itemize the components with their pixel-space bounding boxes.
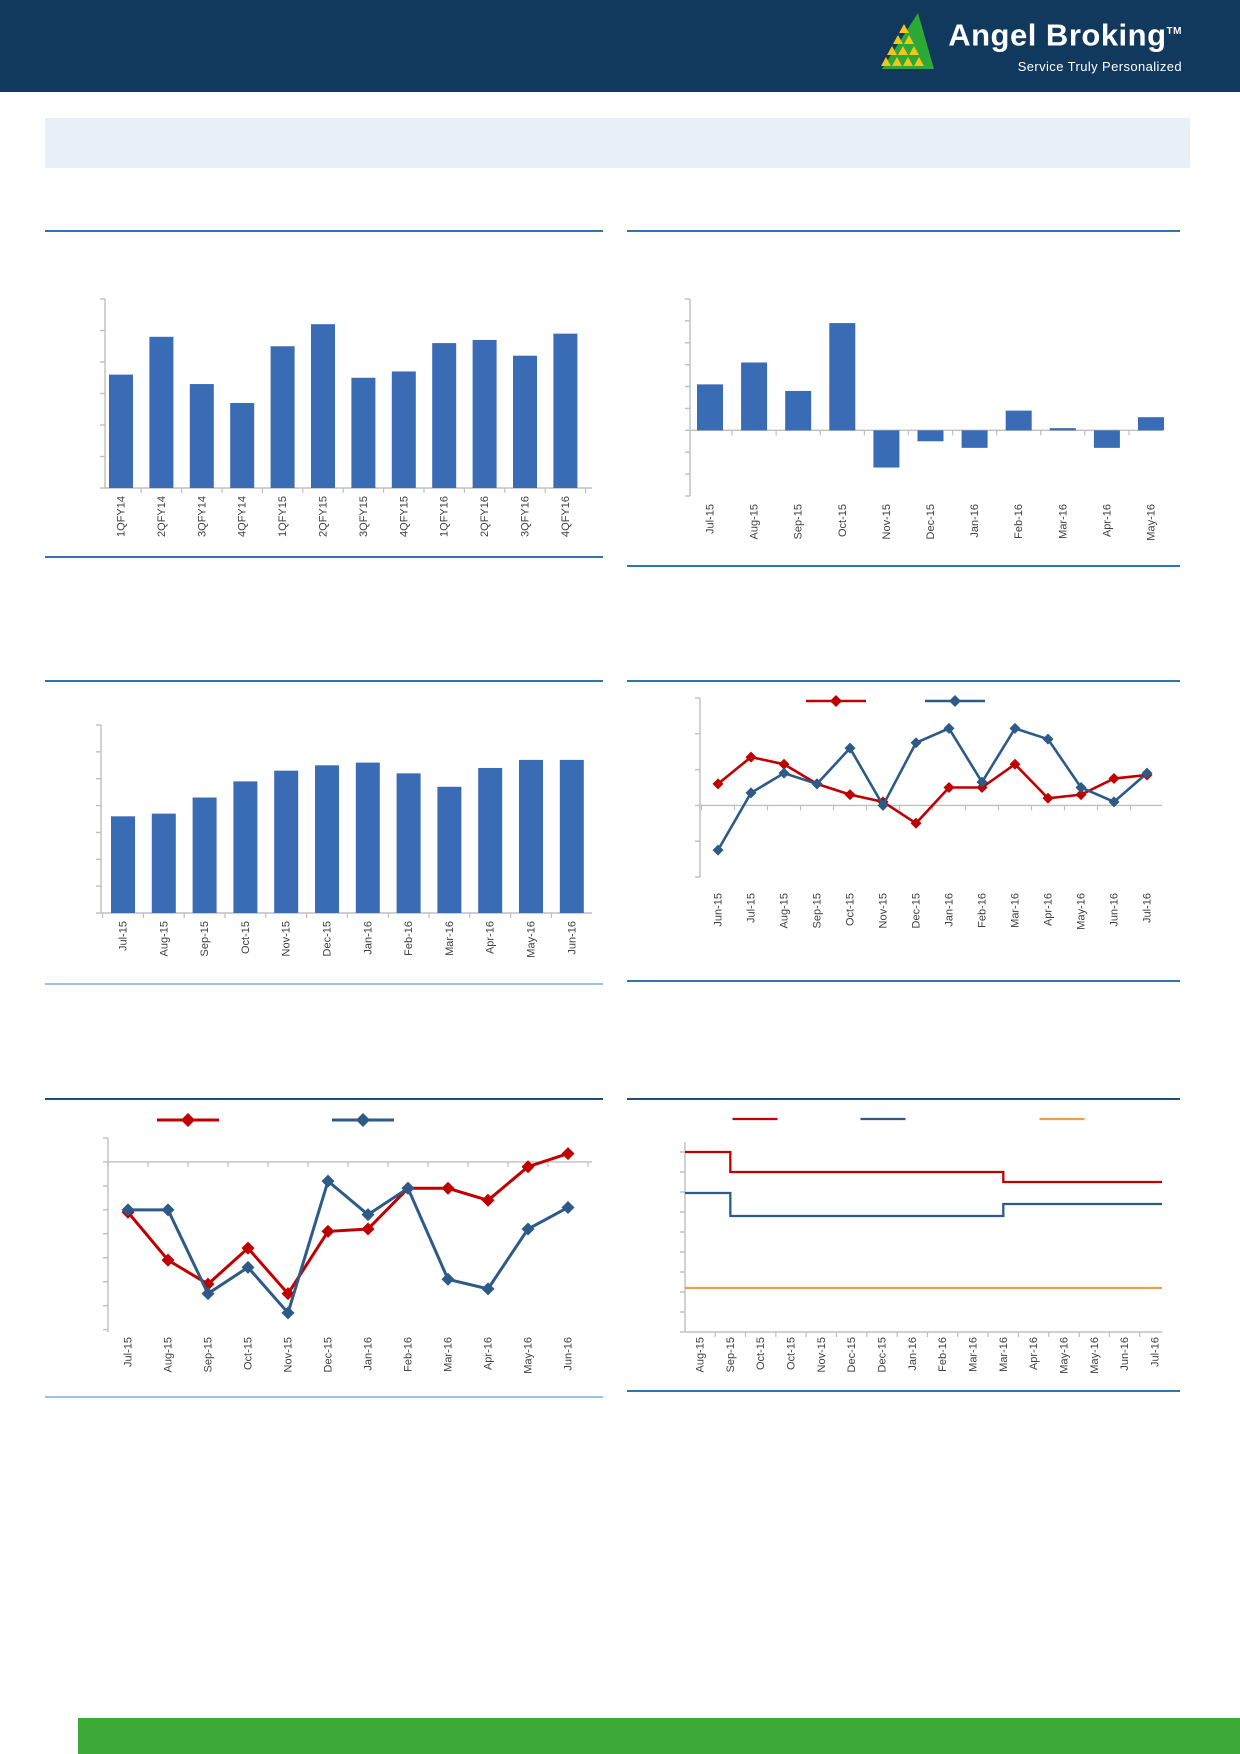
svg-text:Feb-16: Feb-16 [403,921,416,956]
angel-broking-logo [868,6,1182,90]
trademark: TM [1166,26,1182,37]
separator-top-right [627,230,1180,232]
svg-text:May-16: May-16 [1145,504,1158,541]
svg-text:1QFY14: 1QFY14 [115,496,128,537]
svg-text:Apr-16: Apr-16 [1028,1337,1041,1371]
svg-text:Jan-16: Jan-16 [362,921,375,955]
svg-text:Sep-15: Sep-15 [811,893,824,929]
svg-text:4QFY15: 4QFY15 [398,496,411,537]
svg-text:Oct-15: Oct-15 [785,1337,798,1371]
svg-text:3QFY16: 3QFY16 [519,496,532,537]
svg-text:Nov-15: Nov-15 [280,921,293,957]
chart-two-series-line-upper [627,690,1180,990]
separator-row2-top-left [45,680,603,682]
svg-text:Jul-16: Jul-16 [1141,893,1154,923]
svg-text:2QFY16: 2QFY16 [479,495,492,537]
svg-text:Aug-15: Aug-15 [748,504,761,540]
svg-text:Feb-16: Feb-16 [976,893,989,928]
svg-text:May-16: May-16 [1058,1337,1071,1374]
svg-text:Mar-16: Mar-16 [1009,893,1022,928]
svg-text:Feb-16: Feb-16 [1013,503,1026,539]
chart-monthly-posneg-bars [627,240,1180,575]
svg-text:Jan-16: Jan-16 [943,893,956,927]
svg-text:Oct-15: Oct-15 [836,504,849,538]
logo-triangle-icon [868,12,940,70]
separator-row2-top-right [627,680,1180,682]
svg-text:Oct-15: Oct-15 [844,893,857,927]
svg-text:May-16: May-16 [525,921,538,958]
svg-text:Aug-15: Aug-15 [694,1337,707,1373]
svg-text:Apr-16: Apr-16 [482,1337,495,1371]
svg-text:May-16: May-16 [522,1337,535,1374]
svg-text:Nov-15: Nov-15 [877,893,890,929]
svg-text:Dec-15: Dec-15 [876,1337,889,1373]
svg-text:Jun-16: Jun-16 [1119,1337,1132,1371]
svg-text:Aug-15: Aug-15 [158,921,171,957]
svg-text:Sep-15: Sep-15 [199,921,212,957]
svg-text:Jul-16: Jul-16 [1149,1337,1162,1367]
svg-text:Jun-16: Jun-16 [562,1337,575,1371]
svg-text:Mar-16: Mar-16 [967,1337,980,1372]
svg-text:Dec-15: Dec-15 [846,1337,859,1373]
svg-text:Jul-15: Jul-15 [745,893,758,923]
svg-text:Nov-15: Nov-15 [880,504,893,540]
chart-two-series-line-lower [45,1108,603,1408]
svg-text:3QFY14: 3QFY14 [196,496,209,537]
chart-quarterly-bars [45,240,603,570]
svg-text:2QFY14: 2QFY14 [155,496,168,537]
chart-three-series-step [627,1108,1180,1398]
svg-text:Mar-16: Mar-16 [442,1337,455,1372]
separator-row3-top-left [45,1098,603,1100]
svg-text:4QFY16: 4QFY16 [559,496,572,537]
brand-tagline: Service Truly Personalized [1017,59,1182,75]
svg-text:Apr-16: Apr-16 [1042,893,1055,927]
svg-text:Dec-15: Dec-15 [910,893,923,929]
svg-text:4QFY14: 4QFY14 [236,496,249,537]
svg-text:Nov-15: Nov-15 [282,1337,295,1373]
svg-text:Aug-15: Aug-15 [778,893,791,929]
svg-text:Jan-16: Jan-16 [906,1337,919,1371]
svg-text:Jul-15: Jul-15 [122,1337,135,1367]
svg-text:Jun-16: Jun-16 [1108,893,1121,927]
svg-text:Feb-16: Feb-16 [937,1337,950,1372]
svg-text:Nov-15: Nov-15 [815,1337,828,1373]
svg-text:Oct-15: Oct-15 [755,1337,768,1371]
svg-text:Jun-16: Jun-16 [566,921,579,955]
svg-text:May-16: May-16 [1075,893,1088,930]
svg-text:Mar-16: Mar-16 [443,921,456,956]
svg-text:Oct-15: Oct-15 [239,921,252,955]
svg-text:Dec-15: Dec-15 [321,921,334,957]
svg-text:Jul-15: Jul-15 [704,504,717,534]
svg-text:Aug-15: Aug-15 [162,1337,175,1373]
svg-text:May-16: May-16 [1088,1337,1101,1374]
header-bar [0,0,1240,92]
svg-text:Jun-15: Jun-15 [712,893,725,927]
svg-text:Mar-16: Mar-16 [1057,504,1070,539]
svg-text:Sep-15: Sep-15 [792,504,805,540]
svg-text:2QFY15: 2QFY15 [317,496,330,537]
svg-text:3QFY15: 3QFY15 [357,496,370,537]
svg-text:1QFY16: 1QFY16 [438,496,451,537]
separator-row3-top-right [627,1098,1180,1100]
separator-top-left [45,230,603,232]
svg-text:Sep-15: Sep-15 [724,1337,737,1373]
svg-text:Dec-15: Dec-15 [322,1337,335,1373]
svg-text:Apr-16: Apr-16 [1101,504,1114,538]
footer-bar [78,1718,1240,1754]
chart-monthly-trend-bars [45,690,603,990]
svg-text:Mar-16: Mar-16 [997,1337,1010,1372]
title-box [45,118,1190,168]
svg-text:Jul-15: Jul-15 [117,921,130,951]
svg-text:Apr-16: Apr-16 [484,921,497,955]
logo-text [948,6,1182,74]
svg-text:1QFY15: 1QFY15 [277,496,290,537]
svg-text:Jan-16: Jan-16 [969,504,982,538]
svg-text:Jan-16: Jan-16 [362,1337,375,1371]
svg-text:Oct-15: Oct-15 [242,1337,255,1371]
svg-text:Feb-16: Feb-16 [402,1337,415,1372]
brand-name: Angel Broking™ [948,17,1182,53]
svg-text:Dec-15: Dec-15 [925,504,937,540]
svg-text:Sep-15: Sep-15 [202,1337,215,1373]
